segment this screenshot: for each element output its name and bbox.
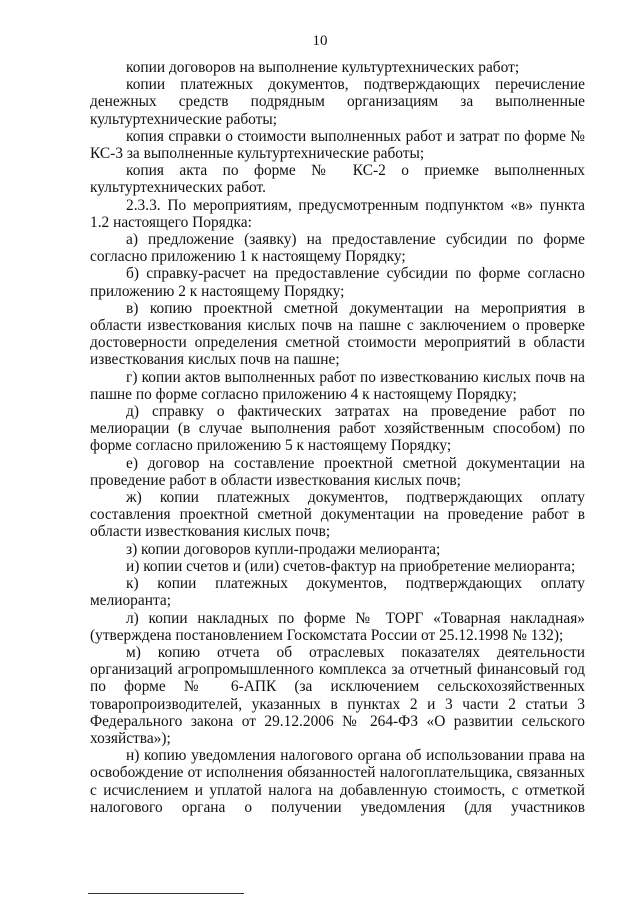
paragraph: и) копии счетов и (или) счетов-фактур на приобретение мелиоранта; [126,557,576,575]
paragraph: г) копии актов выполненных работ по известкованию кислых почв на пашне по форме согласно приложению 4 к настоящему Порядку; [90,368,585,403]
paragraph: а) предложение (заявку) на предоставление субсидии по форме согласно приложению 1 к настоящему Порядку; [90,231,585,266]
paragraph: к) копии платежных документов, подтверждающих оплату мелиоранта; [90,575,585,610]
paragraph: копии платежных документов, подтверждающих перечисление денежных средств подрядным организациям за выполненные культуртехнические работы; [90,76,585,128]
paragraph: 2.3.3. По мероприятиям, предусмотренным подпунктом «в» пункта 1.2 настоящего Порядка: [90,196,585,231]
paragraph: е) договор на составление проектной сметной документации на проведение работ в области известкования кислых почв; [90,454,585,489]
body-text [90,59,585,816]
paragraph: ж) копии платежных документов, подтверждающих оплату составления проектной сметной документации на проведение работ в области известкования кислых почв; [90,489,585,541]
page-number: 10 [312,33,328,49]
paragraph: м) копию отчета об отраслевых показателях деятельности организаций агропромышленного комплекса за отчетный финансовый год по форме № 6-АПК (за исключением сельскохозяйственных товаропроизводителей, указанных в пунктах 2 и 3 части 2 статьи 3 Федерального закона от 29.12.2006 № 264-ФЗ «О развитии сельского хозяйства»); [90,643,585,747]
paragraph: н) копию уведомления налогового органа об использовании права на освобождение от исполнения обязанностей налогоплательщика, связанных с исчислением и уплатой налога на добавленную стоимость, с отметкой налогового органа о получении уведомления (для участников [90,747,585,816]
paragraph: б) справку-расчет на предоставление субсидии по форме согласно приложению 2 к настоящему Порядку; [90,265,585,300]
paragraph: д) справку о фактических затратах на проведение работ по мелиорации (в случае выполнения работ хозяйственным способом) по форме согласно приложению 5 к настоящему Порядку; [90,403,585,455]
paragraph: копия акта по форме № КС-2 о приемке выполненных культуртехнических работ. [90,162,585,197]
paragraph: л) копии накладных по форме № ТОРГ «Товарная накладная» (утверждена постановлением Госкомстата России от 25.12.1998 № 132); [90,609,585,644]
footnote-divider [88,893,244,894]
paragraph: в) копию проектной сметной документации на мероприятия в области известкования кислых почв на пашне с заключением о проверке достоверности определения сметной стоимости мероприятий в области известкования кислых почв на пашне; [90,299,585,369]
paragraph: копия справки о стоимости выполненных работ и затрат по форме № КС-3 за выполненные культуртехнические работы; [90,127,585,163]
paragraph: копии договоров на выполнение культуртехнических работ; [126,59,520,76]
paragraph: з) копии договоров купли-продажи мелиоранта; [126,540,441,558]
